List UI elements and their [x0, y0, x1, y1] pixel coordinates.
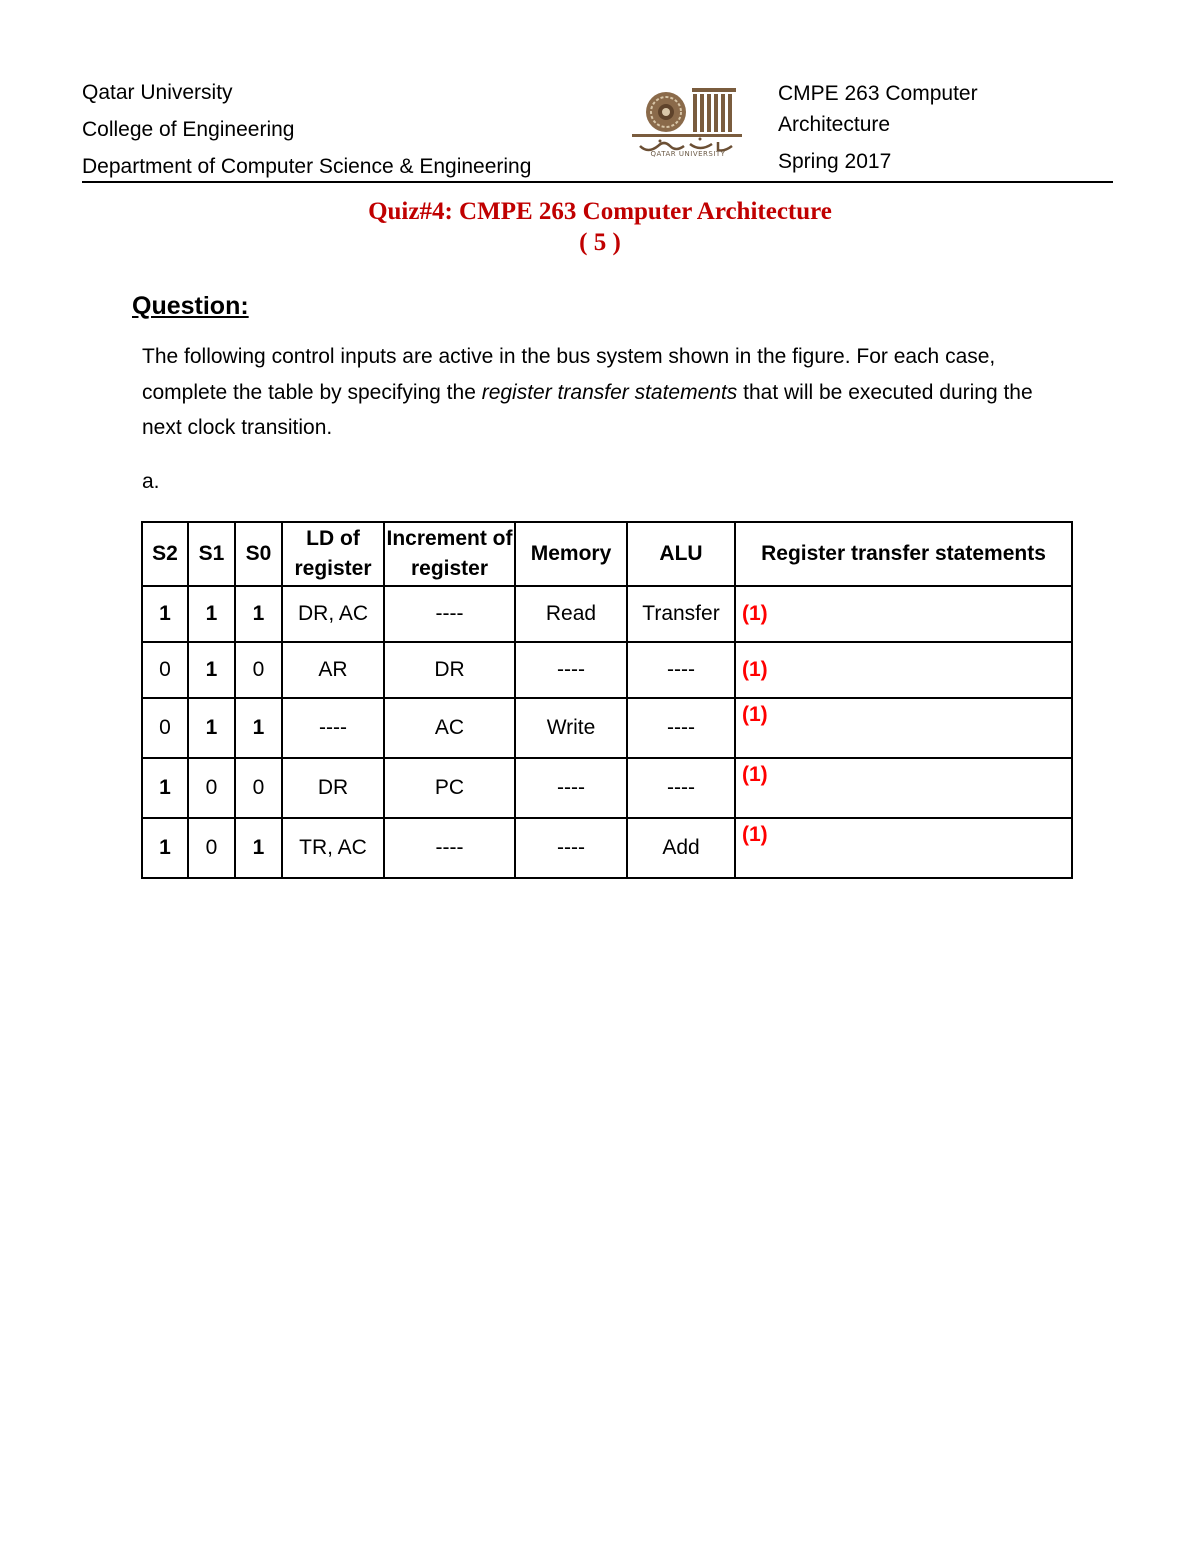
cell-s2: 1 — [142, 818, 188, 878]
table-row — [142, 818, 1072, 878]
course-title-line1: CMPE 263 Computer — [778, 82, 978, 105]
cell-s0: 1 — [235, 818, 282, 878]
cell-s1: 1 — [188, 642, 235, 698]
header-increment: Increment of register — [384, 522, 515, 586]
cell-s2: 1 — [142, 758, 188, 818]
cell-ld: DR, AC — [282, 586, 384, 642]
table-header-row — [142, 522, 1072, 586]
cell-alu: ---- — [627, 698, 735, 758]
header-memory: Memory — [515, 522, 627, 586]
cell-s1: 1 — [188, 698, 235, 758]
cell-statement-answer[interactable]: (1) — [735, 586, 1072, 642]
header-s0: S0 — [235, 522, 282, 586]
cell-s0: 1 — [235, 586, 282, 642]
header-s1: S1 — [188, 522, 235, 586]
cell-s2: 0 — [142, 698, 188, 758]
cell-s0: 0 — [235, 758, 282, 818]
logo-caption: QATAR UNIVERSITY — [650, 150, 726, 158]
cell-memory: Write — [515, 698, 627, 758]
cell-ld: ---- — [282, 698, 384, 758]
cell-s0: 0 — [235, 642, 282, 698]
cell-statement-answer[interactable]: (1) — [735, 818, 1072, 878]
question-text — [142, 339, 1062, 446]
cell-s0: 1 — [235, 698, 282, 758]
cell-alu: ---- — [627, 642, 735, 698]
cell-s1: 1 — [188, 586, 235, 642]
university-name: Qatar University — [82, 81, 233, 104]
table-row — [142, 698, 1072, 758]
cell-alu: Add — [627, 818, 735, 878]
control-inputs-table — [141, 521, 1073, 879]
quiz-title: Quiz#4: CMPE 263 Computer Architecture — [368, 198, 832, 225]
cell-statement-answer[interactable]: (1) — [735, 758, 1072, 818]
cell-increment: ---- — [384, 818, 515, 878]
cell-memory: ---- — [515, 818, 627, 878]
cell-increment: DR — [384, 642, 515, 698]
cell-s2: 0 — [142, 642, 188, 698]
cell-s1: 0 — [188, 818, 235, 878]
department-name: Department of Computer Science & Engineering — [82, 155, 532, 178]
cell-memory: ---- — [515, 642, 627, 698]
college-name: College of Engineering — [82, 118, 295, 141]
course-title-line2: Architecture — [778, 113, 891, 136]
header-s2: S2 — [142, 522, 188, 586]
cell-ld: TR, AC — [282, 818, 384, 878]
cell-statement-answer[interactable]: (1) — [735, 698, 1072, 758]
cell-memory: Read — [515, 586, 627, 642]
header-institution — [82, 78, 602, 189]
table-row — [142, 758, 1072, 818]
quiz-total-marks: ( 5 ) — [579, 229, 621, 256]
cell-alu: Transfer — [627, 586, 735, 642]
header-ld: LD of register — [282, 522, 384, 586]
question-text-start: The following control inputs are active in the bus system shown in the figure. For each case, complete the table by specifying the — [142, 345, 996, 404]
term: Spring 2017 — [778, 150, 892, 173]
cell-ld: AR — [282, 642, 384, 698]
header-divider — [82, 181, 1113, 183]
table-row — [142, 586, 1072, 642]
cell-memory: ---- — [515, 758, 627, 818]
cell-increment: AC — [384, 698, 515, 758]
cell-increment: PC — [384, 758, 515, 818]
table-row — [142, 642, 1072, 698]
cell-s1: 0 — [188, 758, 235, 818]
quiz-title-block — [0, 196, 1200, 258]
question-heading: Question: — [132, 292, 249, 320]
question-part-label: a. — [142, 470, 160, 493]
cell-s2: 1 — [142, 586, 188, 642]
header-statements: Register transfer statements — [735, 522, 1072, 586]
question-text-end: that will be executed during the next clock transition. — [142, 380, 1033, 439]
header-alu: ALU — [627, 522, 735, 586]
cell-statement-answer[interactable]: (1) — [735, 642, 1072, 698]
cell-alu: ---- — [627, 758, 735, 818]
header-course — [778, 78, 1098, 177]
question-text-emphasis: register transfer statements — [481, 380, 738, 404]
cell-increment: ---- — [384, 586, 515, 642]
cell-ld: DR — [282, 758, 384, 818]
